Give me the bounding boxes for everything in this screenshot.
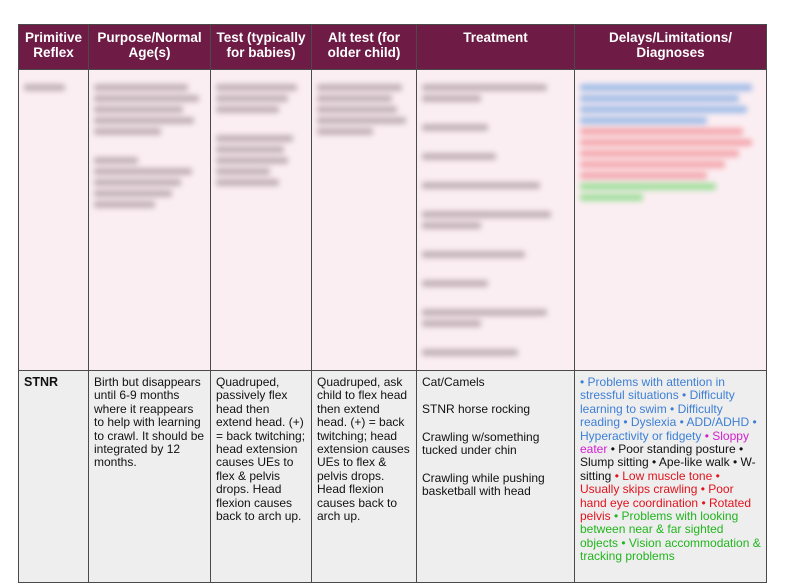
- header-test: Test (typically for babies): [211, 25, 312, 70]
- delay-item: • Difficulty reading: [580, 401, 723, 430]
- test-cell: [211, 371, 312, 583]
- delay-item: • Sloppy eater: [580, 428, 749, 457]
- blurred-content: [24, 84, 83, 91]
- delay-item: • Ape-like walk: [652, 455, 733, 470]
- alt-test-text: Quadruped, ask child to flex head then extend head. (+) = back twitching; head extension causes UEs to flex & pelvis drops. Head flexion causes back to arch up.: [317, 375, 410, 524]
- delays-cell: [575, 371, 767, 583]
- header-purpose-age: Purpose/Normal Age(s): [89, 25, 211, 70]
- blurred-content: [422, 84, 569, 356]
- delay-item: • Poor hand eye coordination: [580, 482, 734, 510]
- blurred-reflex-cell: [19, 70, 89, 371]
- header-treatment: Treatment: [417, 25, 575, 70]
- delay-item: • W-sitting: [580, 455, 756, 483]
- blurred-purpose-cell: [89, 70, 211, 371]
- delay-item: • Low muscle tone: [614, 468, 716, 483]
- primitive-reflex-table: [18, 24, 767, 583]
- purpose-cell: [89, 371, 211, 583]
- delay-item: • Problems with attention in stressful situations: [580, 375, 725, 403]
- delay-item: • Dyslexia: [623, 415, 680, 430]
- purpose-text: Birth but disappears until 6-9 months where it reappears to help with learning to crawl. It should be integrated by 12 months.: [94, 375, 205, 470]
- delay-item: • Hyperactivity or fidgety: [580, 415, 757, 443]
- treatment-cell: [417, 371, 575, 583]
- table-row-blurred: [19, 70, 767, 371]
- treatment-item: STNR horse rocking: [422, 402, 531, 417]
- reflex-name-cell: [19, 371, 89, 583]
- delay-item: • Poor standing posture: [610, 442, 739, 457]
- blurred-alt-test-cell: [312, 70, 417, 371]
- blurred-test-cell: [211, 70, 312, 371]
- blurred-content: [317, 84, 411, 135]
- treatment-item: Crawling w/something tucked under chin: [422, 429, 540, 458]
- alt-test-cell: [312, 371, 417, 583]
- delay-item: • Vision accommodation & tracking problems: [580, 535, 761, 564]
- header-row: [19, 25, 767, 70]
- treatment-item: Cat/Camels: [422, 375, 485, 389]
- delay-item: • Usually skips crawling: [580, 468, 720, 497]
- treatment-item: Crawling while pushing basketball with head: [422, 470, 545, 499]
- blurred-treatment-cell: [417, 70, 575, 371]
- delay-item: • Problems with looking between near & far sighted objects: [580, 509, 739, 550]
- delay-item: • ADD/ADHD: [679, 415, 753, 430]
- header-primitive-reflex: Primitive Reflex: [19, 25, 89, 70]
- test-text: Quadruped, passively flex head then extend head. (+) = back twitching; head extension causes UEs to flex & pelvis drops. Head flexion causes back to arch up.: [216, 375, 306, 524]
- reflex-name: STNR: [24, 375, 59, 389]
- header-alt-test: Alt test (for older child): [312, 25, 417, 70]
- table-header: [19, 25, 767, 70]
- delays-list: [580, 375, 761, 563]
- blurred-content: [94, 84, 205, 208]
- delay-item: • Slump sitting: [580, 442, 744, 470]
- delay-item: • Difficulty learning to swim: [580, 388, 735, 416]
- delay-item: • Rotated pelvis: [580, 495, 752, 524]
- header-delays: Delays/Limitations/ Diagnoses: [575, 25, 767, 70]
- table-row-stnr: [19, 371, 767, 583]
- blurred-content: [216, 84, 306, 186]
- blurred-content: [580, 84, 761, 201]
- blurred-delays-cell: [575, 70, 767, 371]
